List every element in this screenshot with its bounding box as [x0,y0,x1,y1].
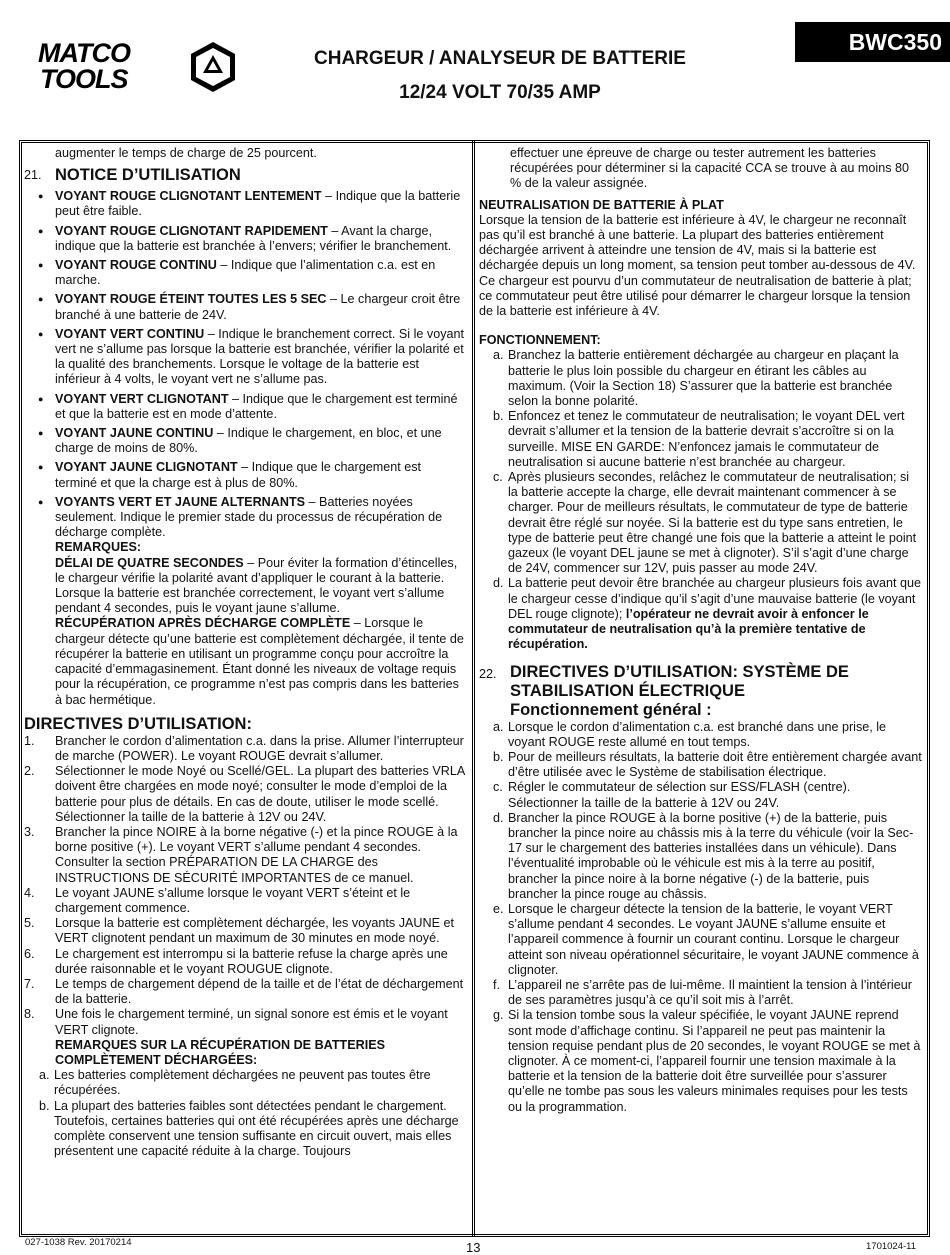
item-text: Les batteries complètement déchargées ne peuvent pas toutes être récupérées. [54,1068,431,1098]
neutralisation-text: Lorsque la tension de la batterie est inférieure à 4V, le chargeur ne reconnaît pas qu’il est branché à une batterie. La plupart des batteries entièrement déchargée arrivent à atteindre une tension de 4V, mais si la batterie est déchargée depuis un long moment, sa tension peut tomber au-dessous de 4V. Ce chargeur est pourvu d’un commutateur de neutralisation de batterie à plat; ce commutateur peut être utilisé pour démarrer le chargeur lorsque la tension de la batterie est inférieure à 4V. [479,212,916,319]
item-warning: l’opérateur ne devrait avoir à enfoncer le commutateur de neutralisation qu’à la première tentative de récupération. [508,606,869,652]
notice-text: – Indique que le chargement est terminé et que la charge est à plus de 80%. [55,460,422,490]
ess-item [479,811,922,902]
item-text: Après plusieurs secondes, relâchez le commutateur de neutralisation; si la batterie accepte la charge, elle devrait maintenant commencer à se charger. Pour de meilleurs résultats, le commutateur de type de batterie devrait être réglé sur noyée. Si la batterie est du type sans entretien, le type de batterie peut être changé une fois que la batterie a atteint le point gazeux (le voyant DEL jaune se met à clignoter). S’il s’agit d’une charge de 24V, commencer sur 12V, puis passer au mode 24V. [508,470,917,576]
ess-item [479,750,922,780]
item-letter: f. [493,977,500,992]
notice-item [24,426,466,456]
item-letter: a. [39,1068,50,1083]
item-letter: a. [493,348,504,363]
step-text: Une fois le chargement terminé, un signal sonore est émis et le voyant VERT clignote. [55,1007,448,1037]
recup-item [24,1068,466,1098]
item-letter: d. [493,576,504,591]
notice-item [24,224,466,254]
section-title: NOTICE D’UTILISATION [55,166,241,185]
step-item [24,916,466,946]
notice-item [24,327,466,388]
notice-text: – Batteries noyées seulement. Indique le premier stade du processus de récupération de décharge complète. [55,494,443,540]
notice-text: – Avant la charge, indique que la batterie est branchée à l’envers; vérifier le branchement. [55,223,452,253]
notice-text: – Indique le branchement correct. Si le voyant vert ne s’allume pas lorsque la batterie est branchée, vérifier la polarité et la qualité des branchements. Lorsque le voltage de la batterie est inférieur à 4 volts, le voyant vert ne s’allume pas. [55,326,464,387]
step-text: Le chargement est interrompu si la batterie refuse la charge après une durée raisonnable et le voyant ROUGUE clignote. [55,946,448,976]
notice-item [24,292,466,322]
step-number: 4. [24,885,35,900]
notice-text: – Indique que le chargement est terminé et que la batterie est en mode d’attente. [55,391,458,421]
model-badge: BWC350 [795,22,950,62]
notice-label: VOYANT ROUGE CONTINU [55,258,217,273]
item-letter: g. [493,1008,504,1023]
notice-text: – Indique que l’alimentation c.a. est en marche. [55,258,436,288]
item-letter: e. [493,901,504,916]
step-number: 3. [24,824,35,839]
notice-item [24,189,466,219]
notice-label: VOYANTS VERT ET JAUNE ALTERNANTS [55,494,306,509]
section-number: 21. [24,168,42,183]
neutralisation-heading: NEUTRALISATION DE BATTERIE À PLAT [479,197,724,212]
item-text: Si la tension tombe sous la valeur spécifiée, le voyant JAUNE reprend sont mode d’affichage continu. Si l’appareil ne peut pas maintenir la tension requise pendant plus de 20 secondes, le voyant ROUGE se met à clignoter. À ce moment-ci, l’appareil fournir une tension maximale à la batterie et la tension de la batterie doit être surveillée pour s’assurer qu’elle ne tombe pas sous les valeurs minimales requises pour les tests ou la programmation. [508,1008,921,1114]
step-number: 6. [24,946,35,961]
step-item [24,734,466,764]
step-number: 7. [24,976,35,991]
step-text: Le temps de chargement dépend de la taille et de l’état de déchargement de la batterie. [55,976,464,1007]
section-number: 22. [479,666,497,681]
item-text: La plupart des batteries faibles sont détectées pendant le chargement. Toutefois, certaines batteries qui ont été récupérées après une décharge complète conservent une tension suffisante en circuit ouvert, mais elles présentent une capacité réduite à la charge. Toujours [54,1098,459,1159]
step-text: Lorsque la batterie est complètement déchargée, les voyants JAUNE et VERT clignotent pendant un maximum de 30 minutes en mode noyé. [55,916,455,946]
step-item [24,764,466,825]
notice-text: – Indique le chargement, en bloc, et une charge de moins de 80%. [55,426,442,456]
recup-paragraph [24,616,466,707]
notice-label: VOYANT VERT CLIGNOTANT [55,391,229,406]
recup-text: – Lorsque le chargeur détecte qu’une batterie est complètement déchargée, il tente de récupérer la batterie en utilisant un programme conçu pour accroître la capacité d’emmagasinement. Étant donné les niveaux de voltage requis pour la récupération, ce programme n’est pas compris dans les batteries à bac hermétique. [55,616,464,707]
step-item [24,1007,466,1037]
notice-item [24,460,466,490]
logo-text-tools: TOOLS [40,64,128,94]
delai-paragraph [24,556,466,617]
section-subtitle: Fonctionnement général : [510,700,712,719]
item-text: La batterie peut devoir être branchée au chargeur plusieurs fois avant que le chargeur cesse d’indique qu’il s’agit d’une mauvaise batterie (le voyant DEL rouge clignote); [508,576,922,621]
footer-doc-number: 1701024-11 [866,1241,917,1252]
notice-text: – Indique que la batterie peut être faible. [55,189,461,219]
delai-label: DÉLAI DE QUATRE SECONDES [55,555,244,570]
ess-item [479,978,922,1008]
recup-label: RÉCUPÉRATION APRÈS DÉCHARGE COMPLÈTE [55,616,351,631]
item-letter: c. [493,470,503,485]
item-text: Brancher la pince ROUGE à la borne positive (+) de la batterie, puis brancher la pince noire au châssis mis à la terre du véhicule (voir la Sec-17 sur le chargement des batteries installées dans un véhicule). Dans l’éventualité improbable où le véhicule est mis à la terre au positif, brancher la pince noire à la borne négative (-) de la batterie, puis brancher la pince rouge au châssis. [508,810,914,901]
notice-label: VOYANT VERT CONTINU [55,326,205,341]
step-text: Brancher la pince NOIRE à la borne négative (-) et la pince ROUGE à la borne positive (+). Le voyant VERT s’allume pendant 4 secondes. Consulter la section PRÉPARATION DE LA CHARGE des INSTRUCTIONS DE SÉCURITÉ IMPORTANTES de ce manuel. [55,824,458,885]
step-item [24,825,466,886]
step-text: Sélectionner le mode Noyé ou Scellé/GEL. La plupart des batteries VRLA doivent être chargées en mode noyé; consulter le mode d’emploi de la batterie pour plus de détails. En cas de doute, utiliser le mode scellé. Sélectionner la taille de la batterie à 12V ou 24V. [55,764,465,824]
notice-item [24,392,466,422]
recup-item [24,1099,466,1160]
item-letter: b. [493,749,504,764]
item-text: Lorsque le cordon d’alimentation c.a. est branché dans une prise, le voyant ROUGE reste allumé en tout temps. [508,719,887,749]
remarques-heading: REMARQUES: [55,540,142,555]
section-22-heading [479,663,922,720]
item-text: L’appareil ne s’arrête pas de lui-même. Il maintient la tension à l’intérieur de ses paramètres jusqu’à ce qu’il soit mis à l’arrêt. [508,977,912,1008]
logo-text-matco: MATCO [38,38,130,68]
left-column [24,146,466,1159]
fonctionnement-item [479,576,922,652]
ess-item [479,902,922,978]
directives-heading: DIRECTIVES D’UTILISATION: [24,714,252,733]
notice-text: – Le chargeur croit être branché à une batterie de 24V. [55,292,461,322]
item-letter: b. [493,409,504,424]
ess-item [479,720,922,750]
right-column [479,146,922,1115]
step-item [24,886,466,916]
intro-text: augmenter le temps de charge de 25 pourcent. [55,146,317,160]
step-number: 5. [24,916,35,931]
step-item [24,977,466,1007]
step-number: 8. [24,1007,35,1022]
notice-label: VOYANT ROUGE ÉTEINT TOUTES LES 5 SEC [55,292,327,307]
footer-revision: 027-1038 Rev. 20170214 [25,1237,132,1248]
item-text: Régler le commutateur de sélection sur ESS/FLASH (centre). Sélectionner la taille de la batterie à 12V ou 24V. [508,780,851,810]
delai-text: – Pour éviter la formation d’étincelles, le chargeur vérifie la polarité avant d’appliquer le courant à la batterie. Lorsque la batterie est branchée correctement, le voyant vert s’allume pendant 4 secondes, puis le voyant jaune s’allume. [55,555,458,616]
section-title: DIRECTIVES D’UTILISATION: SYSTÈME DE STABILISATION ÉLECTRIQUE [510,662,849,700]
item-text: Lorsque le chargeur détecte la tension de la batterie, le voyant VERT s’allume pendant 4 secondes. Le voyant JAUNE s’allume ensuite et l’appareil commence à fournir un courant continu. Lorsque le chargeur atteint son niveau opérationnel sécuritaire, le voyant JAUNE commence à clignoter. [508,901,919,977]
notice-label: VOYANT ROUGE CLIGNOTANT RAPIDEMENT [55,223,328,238]
step-item [24,947,466,977]
step-number: 1. [24,733,35,748]
fonctionnement-item [479,470,922,576]
item-letter: a. [493,719,504,734]
step-text: Le voyant JAUNE s’allume lorsque le voyant VERT s’éteint et le chargement commence. [55,885,411,915]
notice-label: VOYANT JAUNE CONTINU [55,426,214,441]
continued-text: effectuer une épreuve de charge ou tester autrement les batteries récupérées pour déterminer si la capacité CCA se trouve à au moins 80 % de la valeur assignée. [510,146,910,191]
page-title: CHARGEUR / ANALYSEUR DE BATTERIE [314,48,686,69]
step-text: Brancher le cordon d’alimentation c.a. dans la prise. Allumer l’interrupteur de marche (POWER). Le voyant ROUGE devrait s’allumer. [55,733,464,763]
item-text: Enfoncez et tenez le commutateur de neutralisation; le voyant DEL vert devrait s’allumer et la tension de la batterie devrait s’accroître si on la surveille. MISE EN GARDE: N’enfoncez jamais le commutateur de neutralisation si aucune batterie n’est branchée au chargeur. [508,409,905,469]
item-text: Pour de meilleurs résultats, la batterie doit être entièrement chargée avant d’être utilisée avec le Système de stabilisation électrique. [508,749,922,780]
column-divider [472,140,475,1237]
item-text: Branchez la batterie entièrement déchargée au chargeur en plaçant la batterie le plus loin possible du chargeur en étirant les câbles au maximum. (Voir la Section 18) S’assurer que la batterie est branchée selon la bonne polarité. [508,348,899,409]
notice-item [24,258,466,288]
step-number: 2. [24,764,35,779]
section-21-heading [24,165,466,185]
item-letter: d. [493,810,504,825]
item-letter: c. [493,780,503,795]
ess-item [479,780,922,810]
remarques-recup-heading: REMARQUES SUR LA RÉCUPÉRATION DE BATTERIES COMPLÈTEMENT DÉCHARGÉES: [55,1037,386,1067]
fonctionnement-heading: FONCTIONNEMENT: [479,333,601,348]
fonctionnement-item [479,348,922,409]
page-number: 13 [466,1240,481,1255]
notice-label: VOYANT ROUGE CLIGNOTANT LENTEMENT [55,189,322,204]
item-letter: b. [39,1098,50,1113]
notice-label: VOYANT JAUNE CLIGNOTANT [55,460,238,475]
notice-item [24,495,466,541]
fonctionnement-item [479,409,922,470]
ess-item [479,1008,922,1114]
page-subtitle: 12/24 VOLT 70/35 AMP [399,82,601,103]
